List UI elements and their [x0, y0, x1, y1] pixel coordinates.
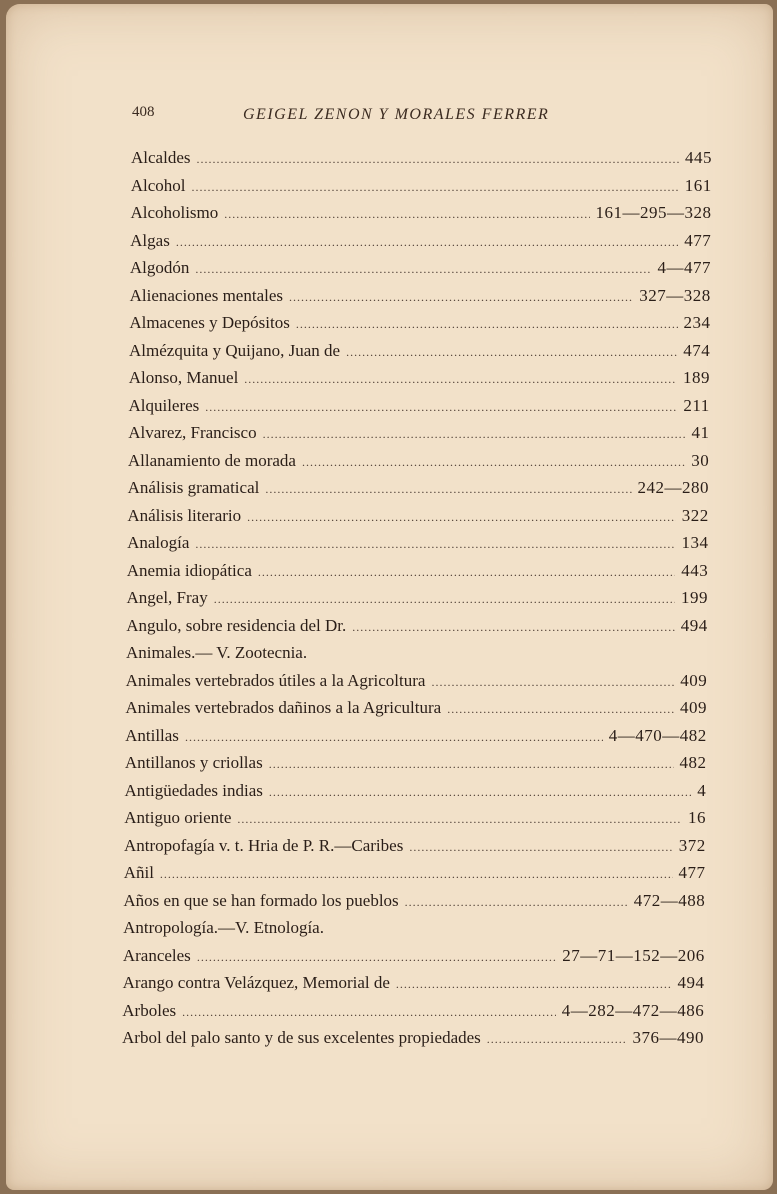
dot-leader [269, 757, 674, 772]
dot-leader [289, 290, 633, 305]
entry-pages: 474 [683, 340, 711, 360]
entry-pages: 16 [688, 808, 706, 827]
index-entry [129, 341, 710, 365]
dot-leader [269, 785, 691, 800]
index-entry [130, 203, 711, 227]
dot-leader [396, 977, 672, 992]
entry-pages: 4—477 [657, 258, 711, 277]
entry-pages: 322 [681, 505, 709, 525]
dot-leader [182, 1005, 556, 1020]
entry-pages: 27—71—152—206 [562, 945, 705, 965]
entry-term: Animales vertebrados dañinos a la Agricultura [125, 698, 442, 717]
dot-leader [192, 180, 679, 195]
index-entry [124, 836, 706, 860]
index-entry [124, 808, 706, 832]
index-entry [127, 588, 709, 612]
entry-pages: 199 [681, 588, 708, 607]
entry-pages: 234 [683, 313, 711, 332]
entry-term: Allanamiento de morada [127, 450, 296, 470]
entry-pages: 409 [680, 670, 708, 690]
entry-term: Arboles [122, 1000, 177, 1020]
entry-pages: 472—488 [633, 890, 706, 910]
entry-pages: 409 [680, 698, 707, 717]
entry-term: Antillas [125, 725, 179, 745]
dot-leader [405, 895, 628, 910]
entry-term: Análisis gramatical [127, 478, 260, 497]
dot-leader [487, 1032, 627, 1047]
entry-term: Antigüedades indias [124, 780, 263, 800]
entry-pages: 327—328 [639, 285, 711, 305]
entry-term: Alcoholismo [130, 203, 219, 222]
entry-term: Alonso, Manuel [128, 368, 239, 387]
entry-pages: 189 [683, 368, 710, 387]
entry-pages: 477 [678, 863, 706, 882]
entry-term: Alcaldes [131, 148, 191, 167]
entry-pages: 4—470—482 [608, 725, 707, 745]
entry-term: Angulo, sobre residencia del Dr. [126, 615, 347, 635]
dot-leader [224, 207, 589, 222]
entry-term: Algodón [129, 258, 190, 277]
running-head: GEIGEL ZENON Y MORALES FERRER [243, 106, 550, 123]
dot-leader [196, 152, 679, 167]
entry-term: Analogía [127, 533, 190, 552]
index-entry [130, 231, 711, 255]
entry-pages: 494 [677, 973, 705, 992]
dot-leader [346, 345, 677, 360]
dot-leader [237, 812, 682, 827]
dot-leader [296, 317, 678, 332]
entry-term: Almacenes y Depósitos [129, 313, 290, 332]
entry-pages: 4—282—472—486 [561, 1000, 705, 1020]
index-entry [130, 286, 711, 310]
index-entry [125, 781, 707, 805]
entry-pages: 211 [683, 395, 710, 415]
entry-pages: 134 [681, 533, 709, 552]
entry-term: Alcohol [130, 175, 186, 195]
entry-term: Antropofagía v. t. Hria de P. R.—Caribes [123, 835, 404, 855]
entry-term: Análisis literario [127, 505, 242, 525]
entry-term: Alvarez, Francisco [128, 423, 257, 442]
entry-pages: 161 [684, 175, 712, 195]
dot-leader [431, 675, 674, 690]
entry-pages: 30 [691, 450, 710, 470]
entry-term: Arango contra Velázquez, Memorial de [122, 973, 390, 992]
dot-leader [265, 482, 631, 497]
index-entry [128, 423, 709, 447]
index-entry [125, 726, 707, 750]
entry-term: Antropología.—V. Etnología. [123, 918, 324, 937]
index-entry [126, 616, 708, 640]
index-entry [127, 533, 708, 557]
dot-leader [197, 950, 556, 965]
entry-pages: 443 [681, 560, 709, 580]
entry-term: Antillanos y criollas [124, 753, 263, 772]
index-entry [126, 643, 708, 667]
entry-term: Aranceles [122, 945, 191, 965]
index-entry [122, 1028, 704, 1052]
entry-term: Almézquita y Quijano, Juan de [129, 340, 341, 360]
index-entry [128, 451, 709, 475]
dot-leader [244, 372, 677, 387]
dot-leader [205, 400, 677, 415]
entry-pages: 445 [685, 148, 712, 167]
index-entry [129, 368, 710, 392]
entry-pages: 242—280 [637, 478, 709, 497]
index-entry [122, 1001, 704, 1025]
entry-term: Animales vertebrados útiles a la Agricoltura [125, 670, 426, 690]
dot-leader [263, 427, 686, 442]
index-entry [125, 753, 707, 777]
entry-term: Antiguo oriente [124, 808, 232, 827]
index-entry [128, 478, 709, 502]
entry-term: Angel, Fray [126, 588, 208, 607]
index-entry [131, 176, 712, 200]
dot-leader [185, 730, 603, 745]
index-entry [131, 148, 712, 172]
entry-pages: 41 [691, 423, 710, 442]
dot-leader [214, 592, 675, 607]
index-entry [127, 506, 708, 530]
entry-pages: 477 [684, 230, 712, 250]
index-entry [125, 698, 707, 722]
entry-pages: 482 [679, 753, 707, 772]
entry-pages: 372 [678, 835, 706, 855]
index-entry [123, 918, 705, 942]
page-number: 408 [132, 104, 155, 120]
index-entry [124, 863, 706, 887]
dot-leader [176, 235, 678, 250]
dot-leader [447, 702, 674, 717]
dot-leader [247, 510, 676, 525]
entry-pages: 161—295—328 [595, 203, 712, 222]
entry-term: Añil [123, 863, 154, 882]
index-entry [127, 561, 708, 585]
index-entry [123, 973, 705, 997]
entry-term: Animales.— V. Zootecnia. [125, 643, 308, 662]
dot-leader [195, 262, 651, 277]
entry-term: Anemia idiopática [126, 560, 252, 580]
entry-term: Alquileres [128, 395, 200, 415]
entry-term: Algas [130, 230, 170, 250]
entry-pages: 376—490 [632, 1028, 704, 1047]
dot-leader [302, 455, 685, 470]
dot-leader [258, 565, 675, 580]
index-entry [123, 946, 705, 970]
index-entry [123, 891, 705, 915]
entry-pages: 494 [680, 615, 708, 635]
index-entry [129, 313, 710, 337]
entry-term: Alienaciones mentales [129, 285, 284, 305]
index-entry [128, 396, 709, 420]
entry-pages: 4 [697, 780, 707, 800]
dot-leader [160, 867, 673, 882]
entry-term: Años en que se han formado los pueblos [123, 890, 399, 910]
dot-leader [352, 620, 675, 635]
page-header [0, 104, 777, 128]
entry-term: Arbol del palo santo y de sus excelentes propiedades [122, 1028, 481, 1047]
dot-leader [409, 840, 672, 855]
dot-leader [195, 537, 675, 552]
index-entry [130, 258, 711, 282]
index-entry [126, 671, 708, 695]
